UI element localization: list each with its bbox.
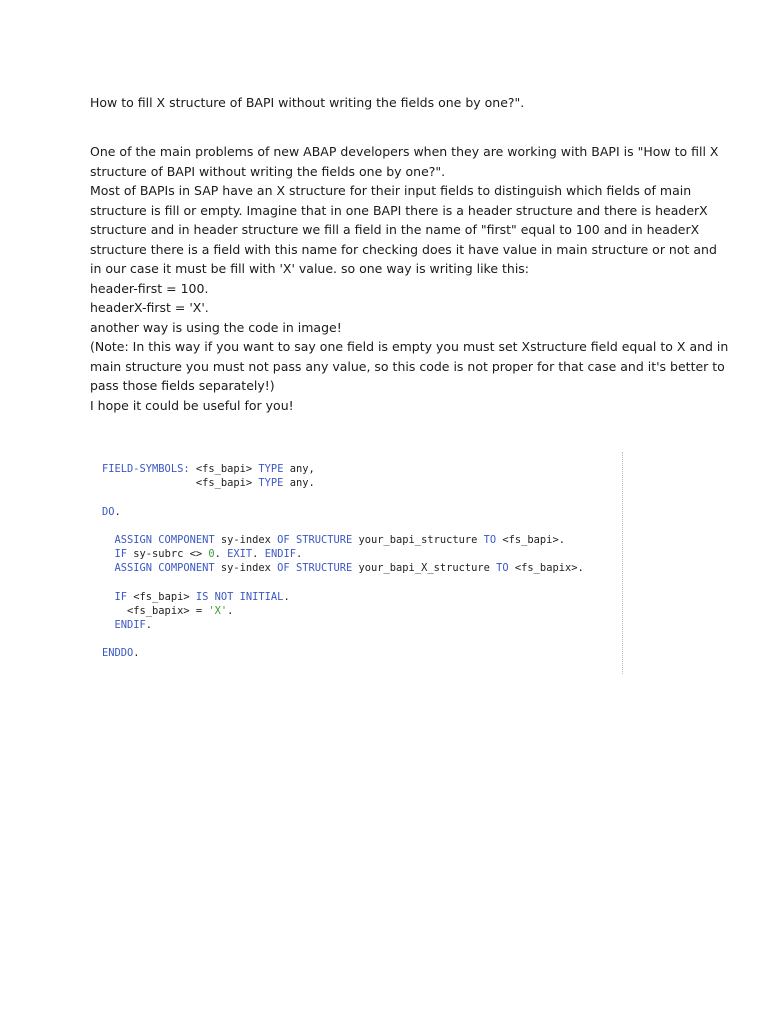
body-line: (Note: In this way if you want to say one field is empty you must set Xstructure field equal to X and in <box>90 339 729 354</box>
code-token <box>102 548 115 560</box>
body-line: structure is fill or empty. Imagine that in one BAPI there is a header structure and there is headerX <box>90 202 708 218</box>
code-token: <fs_bapi> <box>102 477 259 490</box>
code-token <box>102 562 115 574</box>
code-line <box>102 476 584 490</box>
code-token: 'X' <box>208 604 228 617</box>
code-token <box>102 619 115 631</box>
code-token: IS NOT INITIAL <box>195 590 284 603</box>
code-line <box>102 618 584 632</box>
code-line <box>102 533 584 547</box>
code-token: FIELD-SYMBOLS: <box>102 463 190 475</box>
code-token: <fs_bapi>. <box>496 533 565 546</box>
code-token: ENDDO <box>102 647 134 660</box>
code-token: . <box>214 548 228 561</box>
code-line <box>102 547 584 561</box>
code-editor-margin-rule <box>622 452 623 674</box>
body-line: another way is using the code in image! <box>90 319 342 335</box>
code-line <box>102 576 584 590</box>
code-token: sy-index <box>214 562 278 575</box>
code-token: ASSIGN COMPONENT <box>114 533 215 546</box>
code-token: ENDIF <box>264 548 296 561</box>
code-token: . <box>252 548 265 561</box>
code-token: ENDIF <box>114 619 146 632</box>
body-line: header-first = 100. <box>90 280 209 296</box>
code-token: <fs_bapix>. <box>508 562 584 575</box>
code-token: 0 <box>208 548 215 561</box>
code-token: ASSIGN COMPONENT <box>114 562 215 575</box>
code-line <box>102 561 584 575</box>
document-body <box>90 142 729 415</box>
code-token: TO <box>483 533 497 546</box>
code-token: OF STRUCTURE <box>277 533 353 546</box>
code-token: . <box>114 505 121 518</box>
code-token: . <box>295 548 303 561</box>
code-line <box>102 462 584 476</box>
code-line <box>102 604 584 618</box>
code-line <box>102 505 584 519</box>
code-screenshot <box>95 452 655 674</box>
code-token: . <box>133 647 140 660</box>
code-token: any. <box>283 477 315 490</box>
code-token: <fs_bapi> <box>127 590 196 603</box>
code-token: IF <box>114 548 128 561</box>
code-token: . <box>227 604 234 617</box>
code-token: DO <box>102 505 115 518</box>
document-title: How to fill X structure of BAPI without writing the fields one by one?". <box>90 95 525 110</box>
body-line: headerX-first = 'X'. <box>90 300 209 315</box>
body-line: I hope it could be useful for you! <box>90 397 294 413</box>
code-token: sy-subrc <> <box>127 548 209 561</box>
body-line: main structure you must not pass any value, so this code is not proper for that case and it's better to <box>90 358 725 374</box>
code-token: <fs_bapi> <box>189 463 259 475</box>
code-token <box>102 534 115 546</box>
code-line <box>102 519 584 533</box>
code-token: your_bapi_X_structure <box>352 562 497 575</box>
code-token: OF STRUCTURE <box>277 562 353 575</box>
code-token: <fs_bapix> = <box>102 604 209 617</box>
code-token: TYPE <box>258 477 284 490</box>
code-token: any, <box>283 463 315 475</box>
code-token: TO <box>496 562 509 575</box>
code-line <box>102 646 584 660</box>
code-token: . <box>145 619 153 632</box>
body-line: Most of BAPIs in SAP have an X structure for their input fields to distinguish which fields of main <box>90 183 692 198</box>
code-token: EXIT <box>227 548 253 561</box>
code-token: . <box>283 590 290 603</box>
body-line: structure of BAPI without writing the fields one by one?". <box>90 163 446 179</box>
body-line: structure there is a field with this name for checking does it have value in main structure or not and <box>90 241 717 257</box>
body-line: One of the main problems of new ABAP developers when they are working with BAPI is "How to fill X <box>90 144 719 159</box>
body-line: structure and in header structure we fill a field in the name of "first" equal to 100 and in headerX <box>90 222 700 237</box>
code-token: sy-index <box>214 533 278 546</box>
code-token: IF <box>114 590 128 603</box>
code-token: TYPE <box>258 463 284 475</box>
code-token: your_bapi_structure <box>352 533 484 546</box>
code-line <box>102 632 584 646</box>
code-token <box>102 591 115 603</box>
body-line: in our case it must be fill with 'X' value. so one way is writing like this: <box>90 261 530 276</box>
code-line <box>102 490 584 504</box>
code-line <box>102 590 584 604</box>
abap-code-block <box>102 462 584 661</box>
body-line: pass those fields separately!) <box>90 378 275 393</box>
